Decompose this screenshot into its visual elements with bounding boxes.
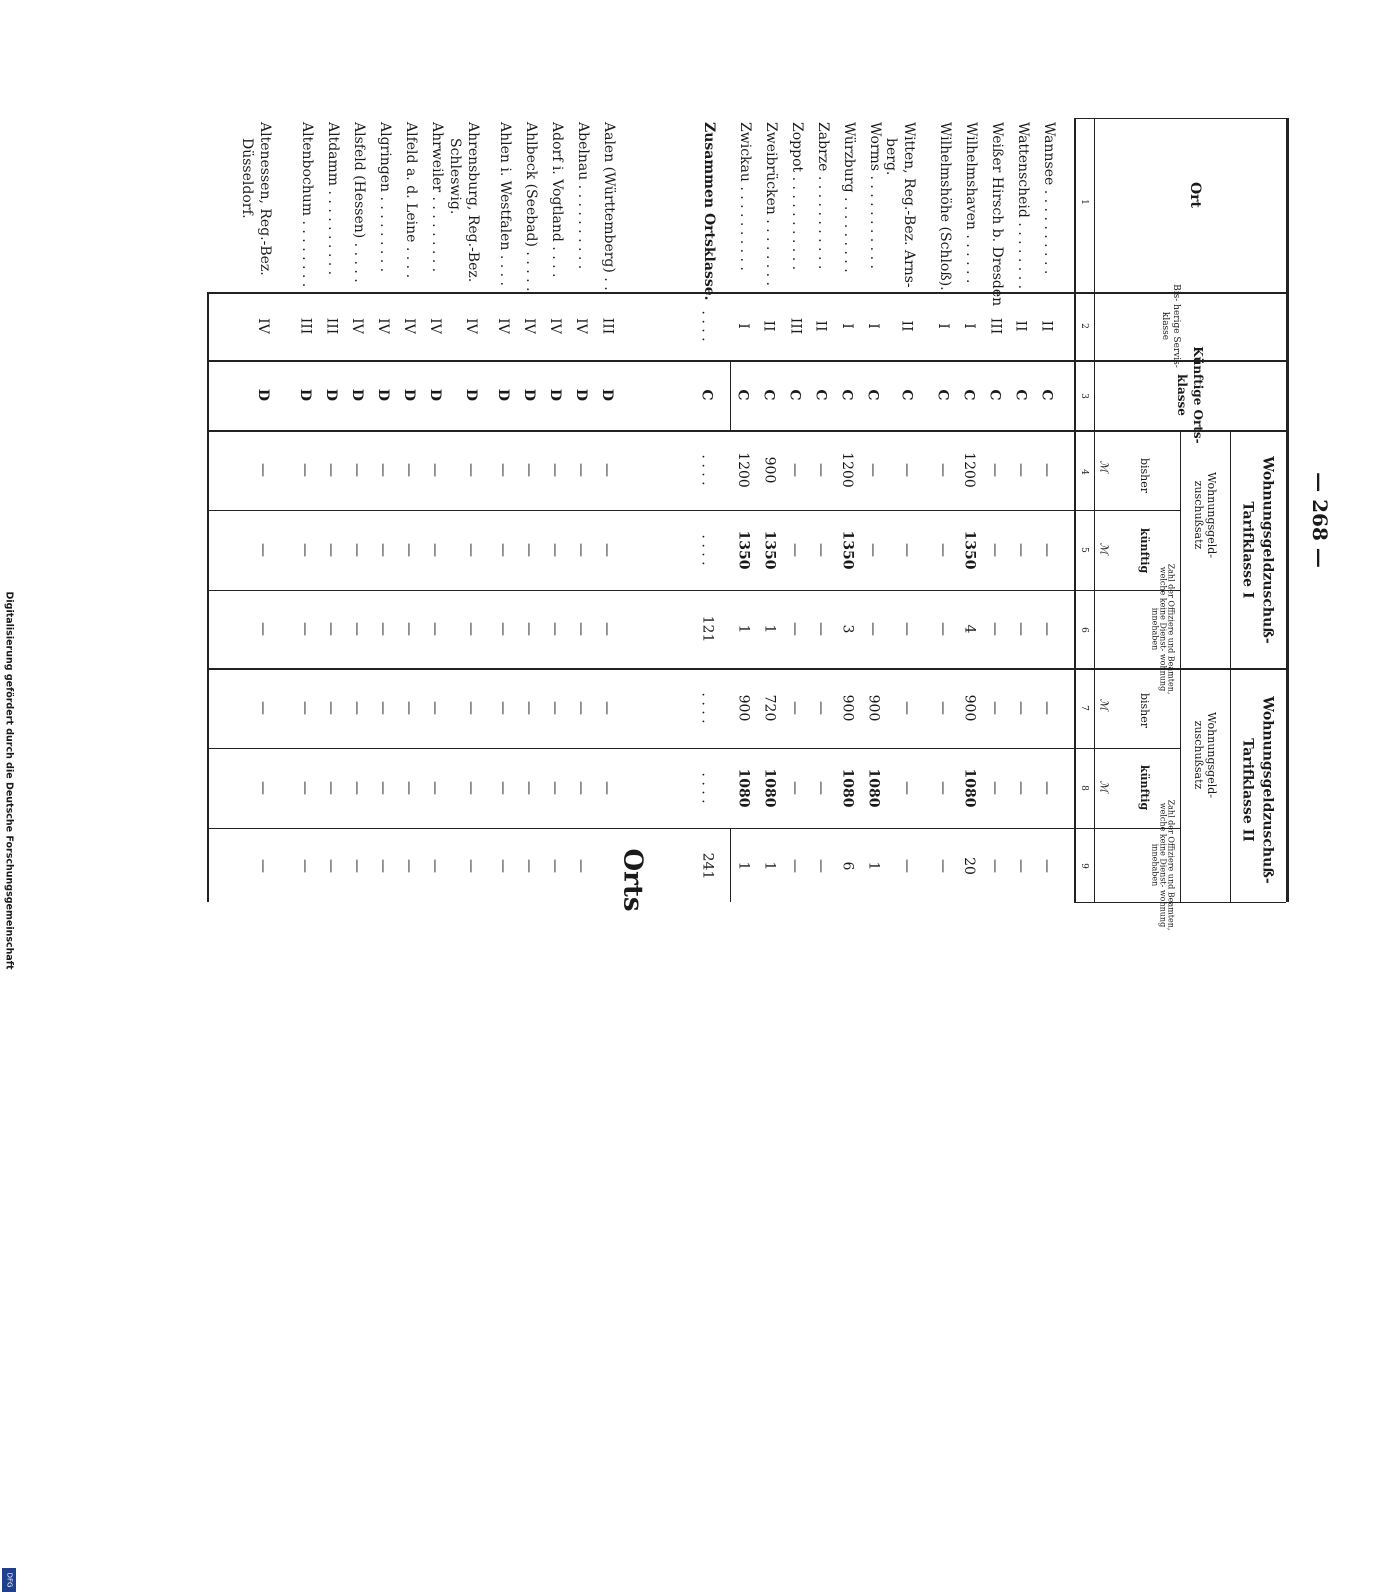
cell-t1b: —: [1013, 463, 1029, 477]
cell-t2b: 900: [839, 694, 856, 722]
cell-t1k: 1350: [761, 530, 777, 570]
cell-bis: III: [599, 317, 615, 335]
cell-t1z: —: [813, 622, 829, 636]
cell-t2b: —: [899, 701, 915, 715]
cell-bis: IV: [374, 318, 391, 334]
ort-cell: Würzburg . . . . . . . . .: [841, 122, 857, 273]
ort-cell: Zweibrücken . . . . . . . .: [763, 122, 779, 286]
cell-kuenf: C: [987, 389, 1003, 401]
colnum-9: 9: [1078, 863, 1089, 869]
unit-8: ℳ: [1097, 780, 1111, 792]
ort-cell: Wattenscheid . . . . . . . .: [1015, 122, 1031, 290]
cell-t2b: —: [1039, 701, 1055, 715]
cell-t1k: —: [987, 543, 1003, 557]
ort-cell: Altdamm . . . . . . . . . .: [325, 122, 341, 276]
cell-t1k: —: [865, 543, 881, 557]
cell-bis: I: [961, 323, 977, 329]
cell-bis: II: [899, 320, 915, 332]
cell-t1k: —: [297, 543, 313, 557]
header-tk1-title: Wohnungsgeldzuschuß- Tarifklasse I: [1240, 456, 1277, 644]
cell-t2b: —: [427, 701, 443, 715]
ort-cell: Witten, Reg.-Bez. Arns- berg.: [883, 122, 917, 288]
cell-t2b: 720: [761, 694, 778, 722]
cell-t1z: —: [899, 622, 915, 636]
cell-t1z: —: [787, 622, 803, 636]
cell-t1k: —: [495, 543, 511, 557]
cell-t2z: —: [987, 859, 1003, 873]
cell-t2z: —: [401, 859, 417, 873]
ort-cell: Ahlbeck (Seebad) . . . . .: [523, 122, 539, 292]
cell-t2b: —: [935, 701, 951, 715]
cell-t2b: 900: [865, 694, 882, 722]
cell-t2k: —: [899, 781, 915, 795]
header-tk2-kuenftig: künftig: [1138, 764, 1152, 810]
cell-t2k: —: [813, 781, 829, 795]
cell-t1z: —: [547, 622, 563, 636]
cell-kuenf: D: [426, 388, 443, 402]
cell-t2z: 20: [960, 857, 977, 875]
cell-bis: IV: [462, 318, 479, 334]
colnum-2: 2: [1078, 323, 1089, 329]
ort-cell: Zusammen Ortsklasse.: [701, 122, 717, 301]
cell-t2z: 1: [760, 861, 777, 871]
ort-cell: Altenessen, Reg.-Bez. Düsseldorf.: [239, 122, 273, 276]
cell-t1k: 1350: [839, 530, 855, 570]
ort-cell: Zabrze . . . . . . . . . . .: [815, 122, 831, 270]
cell-t2b: —: [323, 701, 339, 715]
ort-cell: Abelnau . . . . . . . . . .: [575, 122, 591, 270]
ort-cell: Aalen (Württemberg) . .: [601, 122, 617, 291]
page-number: — 268 —: [1308, 472, 1332, 568]
ort-cell: Adorf i. Vogtland . . . .: [549, 122, 565, 278]
cell-t2b: —: [401, 701, 417, 715]
cell-t2k: —: [599, 781, 615, 795]
total-t1b: . . . .: [699, 454, 715, 486]
cell-t2z: —: [787, 859, 803, 873]
cell-t1z: —: [573, 622, 589, 636]
cell-t1b: —: [547, 463, 563, 477]
cell-t1z: —: [1039, 622, 1055, 636]
total-t2z: 241: [699, 852, 716, 880]
unit-4: ℳ: [1097, 460, 1111, 472]
ort-cell: Weißer Hirsch b. Dresden: [989, 122, 1005, 307]
cell-t1b: —: [255, 463, 271, 477]
total-bis: . . . .: [699, 310, 715, 342]
ort-cell: Wannsee . . . . . . . . . .: [1041, 122, 1057, 275]
cell-kuenf: C: [761, 389, 777, 401]
cell-bis: IV: [572, 318, 589, 334]
header-tk2-wgz: Wohnungsgeld- zuschußsatz: [1192, 711, 1219, 799]
cell-t2z: —: [1013, 859, 1029, 873]
cell-t1b: —: [573, 463, 589, 477]
cell-t2k: —: [573, 781, 589, 795]
cell-t2k: —: [1013, 781, 1029, 795]
cell-t2b: —: [495, 701, 511, 715]
ort-cell: Wilhelmshöhe (Schloß).: [937, 122, 953, 291]
cell-t2z: —: [935, 859, 951, 873]
header-tk2-title: Wohnungsgeldzuschuß- Tarifklasse II: [1240, 696, 1277, 884]
cell-bis: I: [735, 323, 751, 329]
cell-t2z: —: [547, 859, 563, 873]
cell-t1b: —: [323, 463, 339, 477]
cell-t1b: —: [297, 463, 313, 477]
cell-t1b: 1200: [735, 452, 752, 488]
cell-t1b: —: [521, 463, 537, 477]
cell-t1z: —: [349, 622, 365, 636]
cell-t1z: 4: [960, 624, 977, 634]
cell-t2b: —: [599, 701, 615, 715]
cell-t2k: —: [297, 781, 313, 795]
cell-t2k: —: [463, 781, 479, 795]
cell-t2b: —: [547, 701, 563, 715]
header-tk1-bisher: bisher: [1138, 457, 1152, 493]
cell-bis: II: [1039, 320, 1055, 332]
colnum-6: 6: [1078, 627, 1089, 633]
cell-t2z: —: [375, 859, 391, 873]
cell-t2z: 1: [864, 861, 881, 871]
total-t1z: 121: [699, 615, 716, 643]
cell-t2z: —: [521, 859, 537, 873]
total-t2b: . . . .: [699, 692, 715, 724]
cell-t1b: —: [401, 463, 417, 477]
dfg-logo-icon: DFG: [2, 1568, 16, 1592]
total-t2k: . . . .: [699, 772, 715, 804]
ort-cell: Algringen . . . . . . . . .: [377, 122, 393, 273]
cell-t1b: 1200: [839, 452, 856, 488]
cell-kuenf: C: [735, 389, 751, 401]
ort-cell: Ahrweiler . . . . . . . . .: [429, 122, 445, 273]
col-sep-tk: [207, 668, 1286, 670]
stamp-text: Digitalisierung gefördert durch die Deutsche Forschungsgemeinschaft: [3, 591, 15, 969]
cell-t2k: —: [521, 781, 537, 795]
cell-t1z: —: [375, 622, 391, 636]
cell-t1k: —: [521, 543, 537, 557]
cell-bis: II: [761, 320, 777, 332]
col-sep-ort: [207, 292, 1286, 294]
cell-t1k: —: [787, 543, 803, 557]
cell-bis: II: [1013, 320, 1029, 332]
cell-t2z: —: [349, 859, 365, 873]
cell-t1k: —: [547, 543, 563, 557]
cell-t1b: —: [349, 463, 365, 477]
cell-t1z: —: [1013, 622, 1029, 636]
colnum-4: 4: [1078, 469, 1089, 475]
cell-kuenf: C: [813, 389, 829, 401]
cell-kuenf: D: [546, 388, 563, 402]
cell-bis: IV: [400, 318, 417, 334]
colnum-1: 1: [1078, 199, 1089, 205]
cell-t2k: —: [323, 781, 339, 795]
cell-t1b: 1200: [961, 452, 978, 488]
cell-t1z: —: [935, 622, 951, 636]
cell-kuenf: C: [839, 389, 855, 401]
header-bisherige: Bis- herige Servis- klasse: [1160, 284, 1181, 368]
cell-kuenf: D: [254, 388, 271, 402]
cell-t1b: —: [427, 463, 443, 477]
cell-t2k: —: [547, 781, 563, 795]
cell-t1k: —: [813, 543, 829, 557]
cell-t2b: —: [987, 701, 1003, 715]
cell-t2z: —: [899, 859, 915, 873]
cell-kuenf: C: [787, 389, 803, 401]
cell-kuenf: D: [462, 388, 479, 402]
cell-t1z: —: [427, 622, 443, 636]
cell-t1k: —: [899, 543, 915, 557]
ort-cell: Alfeld a. d. Leine . . . .: [403, 122, 419, 279]
table-top-rule: [1286, 118, 1289, 902]
ort-cell: Wilhelmshaven . . . . . .: [963, 122, 979, 284]
cell-t2k: 1080: [839, 768, 855, 808]
cell-t2b: —: [375, 701, 391, 715]
cell-bis: IV: [520, 318, 537, 334]
cell-t1k: —: [349, 543, 365, 557]
header-tk1-zahl: Zahl der Offiziere und Beamten, welche keine Dienst- wohnung innehaben: [1150, 563, 1176, 695]
cell-t2z: —: [463, 859, 479, 873]
cell-t1k: —: [463, 543, 479, 557]
header-ort: Ort: [1186, 181, 1203, 209]
header-tk2-bisher: bisher: [1138, 692, 1152, 728]
cell-bis: III: [323, 317, 339, 335]
cell-kuenf: D: [374, 388, 391, 402]
cell-t2b: —: [1013, 701, 1029, 715]
cell-t1z: —: [987, 622, 1003, 636]
colnum-5: 5: [1078, 547, 1089, 553]
cell-t1b: —: [495, 463, 511, 477]
cell-t2k: —: [495, 781, 511, 795]
cell-t2k: 1080: [735, 768, 751, 808]
cell-t1z: —: [323, 622, 339, 636]
cell-t2b: 900: [735, 694, 752, 722]
cell-bis: IV: [348, 318, 365, 334]
ort-cell: Worms . . . . . . . . . . .: [867, 122, 883, 269]
cell-kuenf: D: [348, 388, 365, 402]
cell-bis: II: [813, 320, 829, 332]
cell-t1k: —: [375, 543, 391, 557]
cell-t1k: 1350: [735, 530, 751, 570]
cell-kuenf: D: [598, 388, 615, 402]
cell-kuenf: C: [1039, 389, 1055, 401]
cell-t1b: —: [899, 463, 915, 477]
cell-t2z: —: [323, 859, 339, 873]
digitization-stamp: [2, 591, 16, 1588]
cell-t1b: —: [1039, 463, 1055, 477]
cell-kuenf: D: [322, 388, 339, 402]
ort-cell: Altenbochum . . . . . . . .: [299, 122, 315, 288]
cell-t2z: —: [573, 859, 589, 873]
cell-t2b: —: [463, 701, 479, 715]
cell-t1b: —: [599, 463, 615, 477]
cell-t1z: —: [599, 622, 615, 636]
ort-cell: Alsfeld (Hessen) . . . . .: [351, 122, 367, 283]
cell-t1z: —: [255, 622, 271, 636]
cell-t1z: —: [463, 622, 479, 636]
cell-kuenf: C: [961, 389, 977, 401]
cell-t1b: —: [987, 463, 1003, 477]
cell-t1b: —: [813, 463, 829, 477]
cell-t1z: 1: [734, 624, 751, 634]
cell-kuenf: C: [899, 389, 915, 401]
cell-kuenf: D: [296, 388, 313, 402]
total-kuenf: C: [699, 389, 715, 401]
cell-t2k: —: [349, 781, 365, 795]
table-bottom-rule: [207, 292, 209, 902]
cell-bis: IV: [546, 318, 563, 334]
cell-t2k: —: [401, 781, 417, 795]
cell-kuenf: D: [520, 388, 537, 402]
cell-t2k: 1080: [761, 768, 777, 808]
cell-t2k: —: [1039, 781, 1055, 795]
orts-label: Orts: [617, 848, 647, 912]
cell-bis: III: [787, 317, 803, 335]
cell-t1b: —: [935, 463, 951, 477]
cell-bis: IV: [494, 318, 511, 334]
cell-bis: I: [935, 323, 951, 329]
cell-t2b: —: [521, 701, 537, 715]
cell-kuenf: C: [935, 389, 951, 401]
cell-t1k: —: [1013, 543, 1029, 557]
cell-t2z: 1: [734, 861, 751, 871]
cell-t2b: —: [813, 701, 829, 715]
header-kuenftige: Künftige Orts- klasse: [1175, 346, 1205, 444]
colnum-7: 7: [1078, 705, 1089, 711]
cell-t2k: 1080: [865, 768, 881, 808]
cell-t1z: —: [495, 622, 511, 636]
cell-t2k: —: [375, 781, 391, 795]
cell-t1z: —: [521, 622, 537, 636]
cell-t1k: 1350: [961, 530, 977, 570]
cell-t2b: —: [349, 701, 365, 715]
cell-t1k: —: [401, 543, 417, 557]
cell-kuenf: C: [1013, 389, 1029, 401]
total-t1k: . . . .: [699, 534, 715, 566]
cell-bis: III: [297, 317, 313, 335]
cell-t2b: —: [255, 701, 271, 715]
cell-t1b: —: [865, 463, 881, 477]
ort-cell: Zwickau . . . . . . . . . .: [737, 122, 753, 271]
header-tk1-wgz: Wohnungsgeld- zuschußsatz: [1192, 471, 1219, 559]
cell-bis: III: [987, 317, 1003, 335]
cell-t1k: —: [1039, 543, 1055, 557]
cell-kuenf: D: [400, 388, 417, 402]
unit-5: ℳ: [1097, 542, 1111, 554]
cell-bis: IV: [426, 318, 443, 334]
cell-t1k: —: [323, 543, 339, 557]
cell-t2k: 1080: [961, 768, 977, 808]
cell-t2z: —: [297, 859, 313, 873]
cell-t2z: —: [255, 859, 271, 873]
cell-t1k: —: [427, 543, 443, 557]
cell-t2k: —: [427, 781, 443, 795]
cell-t1z: —: [401, 622, 417, 636]
ort-cell: Ahrensburg, Reg.-Bez. Schleswig.: [447, 122, 481, 283]
cell-t1b: —: [463, 463, 479, 477]
cell-t2z: —: [1039, 859, 1055, 873]
cell-kuenf: D: [572, 388, 589, 402]
cell-t2z: —: [813, 859, 829, 873]
cell-t1b: —: [787, 463, 803, 477]
cell-bis: I: [865, 323, 881, 329]
cell-kuenf: C: [865, 389, 881, 401]
cell-t1k: —: [599, 543, 615, 557]
cell-t2z: —: [495, 859, 511, 873]
cell-t1z: 1: [760, 624, 777, 634]
cell-t1k: —: [935, 543, 951, 557]
colnum-3: 3: [1078, 393, 1089, 399]
col-sep-bis: [207, 360, 1286, 362]
header-tk1-kuenftig: künftig: [1138, 527, 1152, 573]
cell-t1b: —: [375, 463, 391, 477]
cell-bis: I: [839, 323, 855, 329]
cell-t2b: —: [297, 701, 313, 715]
colnum-8: 8: [1078, 785, 1089, 791]
cell-t2b: 900: [961, 694, 978, 722]
cell-t2b: —: [573, 701, 589, 715]
cell-kuenf: D: [494, 388, 511, 402]
cell-t2z: 6: [838, 861, 855, 871]
cell-t1z: 3: [838, 624, 855, 634]
cell-t2k: —: [935, 781, 951, 795]
unit-7: ℳ: [1097, 698, 1111, 710]
cell-t1b: 900: [761, 456, 778, 484]
cell-t2k: —: [987, 781, 1003, 795]
cell-t2k: —: [787, 781, 803, 795]
cell-t1z: —: [865, 622, 881, 636]
col-sep-kuenftig: [207, 430, 1286, 432]
ort-cell: Zoppot . . . . . . . . . . .: [789, 122, 805, 271]
header-tk2-zahl: Zahl der Offiziere und Beamten, welche keine Dienst- wohnung innehaben: [1150, 799, 1176, 931]
cell-t1k: —: [573, 543, 589, 557]
cell-t2z: —: [427, 859, 443, 873]
cell-bis: IV: [254, 318, 271, 334]
cell-t2k: —: [255, 781, 271, 795]
cell-t2b: —: [787, 701, 803, 715]
ort-cell: Ahlen i. Westfalen . . . .: [497, 122, 513, 286]
cell-t1k: —: [255, 543, 271, 557]
cell-t1z: —: [297, 622, 313, 636]
